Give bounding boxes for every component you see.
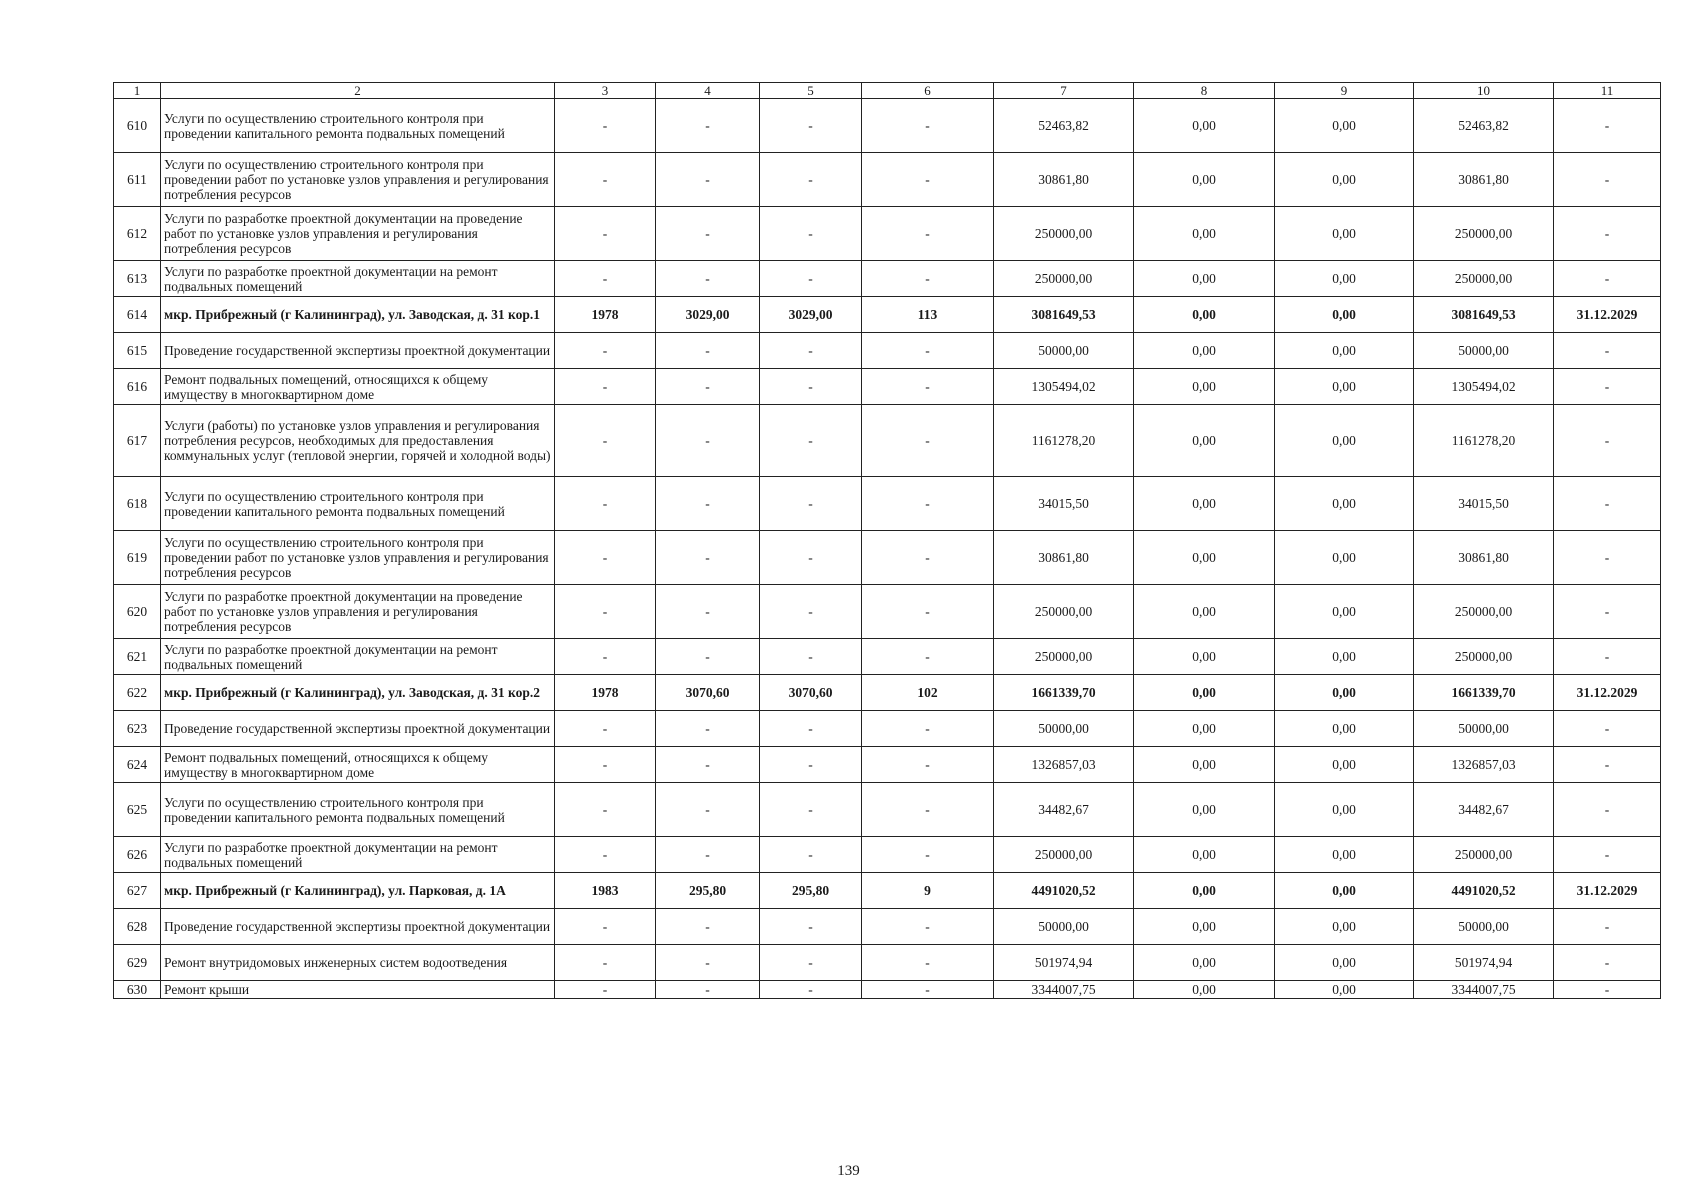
col-10-cell: 1661339,70: [1414, 675, 1554, 711]
col-4-cell: -: [656, 783, 760, 837]
col-3-cell: -: [555, 909, 656, 945]
work-description-cell: мкр. Прибрежный (г Калининград), ул. Заводская, д. 31 кор.1: [161, 297, 555, 333]
col-10-cell: 501974,94: [1414, 945, 1554, 981]
col-3-cell: -: [555, 207, 656, 261]
col-9-cell: 0,00: [1275, 675, 1414, 711]
work-description-cell: мкр. Прибрежный (г Калининград), ул. Парковая, д. 1А: [161, 873, 555, 909]
col-4-cell: -: [656, 747, 760, 783]
col-3-cell: -: [555, 405, 656, 477]
col-10-cell: 250000,00: [1414, 585, 1554, 639]
col-3-cell: -: [555, 945, 656, 981]
table-row: [114, 405, 1661, 477]
work-description-cell: Услуги по осуществлению строительного контроля при проведении работ по установке узлов управления и регулирования потребления ресурсов: [161, 153, 555, 207]
column-header: 4: [656, 83, 760, 99]
col-11-cell: -: [1554, 261, 1661, 297]
col-5-cell: -: [760, 531, 862, 585]
col-4-cell: -: [656, 369, 760, 405]
col-8-cell: 0,00: [1134, 909, 1275, 945]
col-10-cell: 50000,00: [1414, 909, 1554, 945]
col-7-cell: 50000,00: [994, 333, 1134, 369]
col-9-cell: 0,00: [1275, 369, 1414, 405]
col-11-cell: -: [1554, 333, 1661, 369]
col-11-cell: -: [1554, 909, 1661, 945]
table-row: [114, 99, 1661, 153]
col-9-cell: 0,00: [1275, 333, 1414, 369]
col-11-cell: -: [1554, 477, 1661, 531]
col-8-cell: 0,00: [1134, 405, 1275, 477]
col-10-cell: 1326857,03: [1414, 747, 1554, 783]
col-5-cell: 3070,60: [760, 675, 862, 711]
column-header: 3: [555, 83, 656, 99]
col-7-cell: 250000,00: [994, 639, 1134, 675]
column-header: 11: [1554, 83, 1661, 99]
col-4-cell: -: [656, 261, 760, 297]
col-5-cell: -: [760, 909, 862, 945]
row-number-cell: 627: [114, 873, 161, 909]
col-8-cell: 0,00: [1134, 153, 1275, 207]
column-header: 8: [1134, 83, 1275, 99]
col-11-cell: 31.12.2029: [1554, 297, 1661, 333]
row-number-cell: 615: [114, 333, 161, 369]
col-4-cell: 295,80: [656, 873, 760, 909]
col-10-cell: 30861,80: [1414, 531, 1554, 585]
col-4-cell: -: [656, 981, 760, 999]
col-10-cell: 34482,67: [1414, 783, 1554, 837]
work-description-cell: Ремонт внутридомовых инженерных систем водоотведения: [161, 945, 555, 981]
col-9-cell: 0,00: [1275, 153, 1414, 207]
col-7-cell: 4491020,52: [994, 873, 1134, 909]
col-9-cell: 0,00: [1275, 585, 1414, 639]
col-8-cell: 0,00: [1134, 99, 1275, 153]
table-row-address: [114, 675, 1661, 711]
col-9-cell: 0,00: [1275, 873, 1414, 909]
row-number-cell: 619: [114, 531, 161, 585]
col-4-cell: -: [656, 909, 760, 945]
col-3-cell: -: [555, 837, 656, 873]
col-10-cell: 1161278,20: [1414, 405, 1554, 477]
col-8-cell: 0,00: [1134, 297, 1275, 333]
column-number-row: [114, 83, 1661, 99]
col-3-cell: -: [555, 783, 656, 837]
col-10-cell: 34015,50: [1414, 477, 1554, 531]
col-7-cell: 1661339,70: [994, 675, 1134, 711]
col-5-cell: -: [760, 405, 862, 477]
col-5-cell: -: [760, 747, 862, 783]
col-4-cell: -: [656, 945, 760, 981]
col-4-cell: 3070,60: [656, 675, 760, 711]
col-11-cell: -: [1554, 945, 1661, 981]
col-3-cell: -: [555, 639, 656, 675]
col-11-cell: -: [1554, 207, 1661, 261]
col-6-cell: -: [862, 945, 994, 981]
col-8-cell: 0,00: [1134, 207, 1275, 261]
work-description-cell: Ремонт подвальных помещений, относящихся к общему имуществу в многоквартирном доме: [161, 369, 555, 405]
col-3-cell: 1978: [555, 297, 656, 333]
table-row: [114, 639, 1661, 675]
row-number-cell: 629: [114, 945, 161, 981]
col-3-cell: -: [555, 99, 656, 153]
col-7-cell: 250000,00: [994, 837, 1134, 873]
col-4-cell: -: [656, 405, 760, 477]
col-7-cell: 30861,80: [994, 531, 1134, 585]
col-5-cell: -: [760, 153, 862, 207]
col-6-cell: -: [862, 639, 994, 675]
col-10-cell: 30861,80: [1414, 153, 1554, 207]
col-8-cell: 0,00: [1134, 477, 1275, 531]
row-number-cell: 616: [114, 369, 161, 405]
table-row: [114, 333, 1661, 369]
col-5-cell: -: [760, 711, 862, 747]
col-3-cell: -: [555, 153, 656, 207]
col-5-cell: -: [760, 981, 862, 999]
col-11-cell: -: [1554, 99, 1661, 153]
col-8-cell: 0,00: [1134, 783, 1275, 837]
col-8-cell: 0,00: [1134, 639, 1275, 675]
col-5-cell: -: [760, 477, 862, 531]
document-sheet: [113, 82, 1660, 999]
row-number-cell: 614: [114, 297, 161, 333]
work-description-cell: мкр. Прибрежный (г Калининград), ул. Заводская, д. 31 кор.2: [161, 675, 555, 711]
col-4-cell: -: [656, 837, 760, 873]
row-number-cell: 613: [114, 261, 161, 297]
col-6-cell: -: [862, 909, 994, 945]
col-10-cell: 250000,00: [1414, 837, 1554, 873]
table-row: [114, 585, 1661, 639]
table-row: [114, 783, 1661, 837]
col-10-cell: 52463,82: [1414, 99, 1554, 153]
column-header: 7: [994, 83, 1134, 99]
work-description-cell: Проведение государственной экспертизы проектной документации: [161, 333, 555, 369]
row-number-cell: 626: [114, 837, 161, 873]
col-9-cell: 0,00: [1275, 207, 1414, 261]
col-7-cell: 3344007,75: [994, 981, 1134, 999]
col-11-cell: -: [1554, 747, 1661, 783]
page-number: 139: [837, 1163, 860, 1179]
col-6-cell: -: [862, 153, 994, 207]
col-7-cell: 1305494,02: [994, 369, 1134, 405]
col-4-cell: -: [656, 639, 760, 675]
col-8-cell: 0,00: [1134, 873, 1275, 909]
col-6-cell: -: [862, 783, 994, 837]
column-header: 6: [862, 83, 994, 99]
col-3-cell: 1983: [555, 873, 656, 909]
col-4-cell: 3029,00: [656, 297, 760, 333]
col-6-cell: 9: [862, 873, 994, 909]
col-5-cell: -: [760, 261, 862, 297]
col-9-cell: 0,00: [1275, 405, 1414, 477]
col-5-cell: -: [760, 369, 862, 405]
col-4-cell: -: [656, 333, 760, 369]
col-7-cell: 250000,00: [994, 585, 1134, 639]
col-6-cell: -: [862, 477, 994, 531]
table-row: [114, 981, 1661, 999]
row-number-cell: 625: [114, 783, 161, 837]
col-11-cell: -: [1554, 837, 1661, 873]
work-description-cell: Услуги по осуществлению строительного контроля при проведении капитального ремонта подвальных помещений: [161, 477, 555, 531]
table-row: [114, 837, 1661, 873]
col-5-cell: -: [760, 837, 862, 873]
col-6-cell: -: [862, 837, 994, 873]
col-10-cell: 250000,00: [1414, 207, 1554, 261]
table-row: [114, 531, 1661, 585]
col-3-cell: -: [555, 369, 656, 405]
col-4-cell: -: [656, 477, 760, 531]
work-description-cell: Услуги по осуществлению строительного контроля при проведении капитального ремонта подвальных помещений: [161, 783, 555, 837]
column-header: 10: [1414, 83, 1554, 99]
work-description-cell: Ремонт подвальных помещений, относящихся к общему имуществу в многоквартирном доме: [161, 747, 555, 783]
col-6-cell: -: [862, 531, 994, 585]
col-3-cell: -: [555, 711, 656, 747]
col-8-cell: 0,00: [1134, 945, 1275, 981]
row-number-cell: 612: [114, 207, 161, 261]
row-number-cell: 622: [114, 675, 161, 711]
col-9-cell: 0,00: [1275, 783, 1414, 837]
col-9-cell: 0,00: [1275, 261, 1414, 297]
col-7-cell: 250000,00: [994, 207, 1134, 261]
col-5-cell: -: [760, 783, 862, 837]
col-4-cell: -: [656, 99, 760, 153]
col-7-cell: 250000,00: [994, 261, 1134, 297]
row-number-cell: 617: [114, 405, 161, 477]
col-8-cell: 0,00: [1134, 531, 1275, 585]
col-5-cell: 3029,00: [760, 297, 862, 333]
col-8-cell: 0,00: [1134, 675, 1275, 711]
col-3-cell: -: [555, 333, 656, 369]
work-description-cell: Услуги по разработке проектной документации на ремонт подвальных помещений: [161, 837, 555, 873]
col-9-cell: 0,00: [1275, 297, 1414, 333]
col-7-cell: 3081649,53: [994, 297, 1134, 333]
col-11-cell: -: [1554, 711, 1661, 747]
row-number-cell: 610: [114, 99, 161, 153]
work-description-cell: Проведение государственной экспертизы проектной документации: [161, 711, 555, 747]
col-10-cell: 4491020,52: [1414, 873, 1554, 909]
col-6-cell: -: [862, 333, 994, 369]
col-11-cell: -: [1554, 585, 1661, 639]
work-description-cell: Услуги по разработке проектной документации на проведение работ по установке узлов управления и регулирования потребления ресурсов: [161, 207, 555, 261]
register-table: [113, 82, 1661, 999]
col-6-cell: -: [862, 747, 994, 783]
col-6-cell: -: [862, 711, 994, 747]
row-number-cell: 623: [114, 711, 161, 747]
col-10-cell: 50000,00: [1414, 711, 1554, 747]
col-9-cell: 0,00: [1275, 477, 1414, 531]
column-header: 1: [114, 83, 161, 99]
row-number-cell: 628: [114, 909, 161, 945]
col-8-cell: 0,00: [1134, 747, 1275, 783]
col-10-cell: 250000,00: [1414, 261, 1554, 297]
col-6-cell: -: [862, 981, 994, 999]
table-row: [114, 369, 1661, 405]
work-description-cell: Услуги по осуществлению строительного контроля при проведении капитального ремонта подвальных помещений: [161, 99, 555, 153]
col-7-cell: 34482,67: [994, 783, 1134, 837]
col-7-cell: 52463,82: [994, 99, 1134, 153]
col-6-cell: 102: [862, 675, 994, 711]
col-10-cell: 50000,00: [1414, 333, 1554, 369]
row-number-cell: 618: [114, 477, 161, 531]
work-description-cell: Услуги по осуществлению строительного контроля при проведении работ по установке узлов управления и регулирования потребления ресурсов: [161, 531, 555, 585]
col-4-cell: -: [656, 207, 760, 261]
row-number-cell: 611: [114, 153, 161, 207]
col-9-cell: 0,00: [1275, 945, 1414, 981]
table-row: [114, 945, 1661, 981]
col-5-cell: -: [760, 585, 862, 639]
col-6-cell: -: [862, 405, 994, 477]
col-11-cell: -: [1554, 783, 1661, 837]
row-number-cell: 620: [114, 585, 161, 639]
col-3-cell: -: [555, 981, 656, 999]
col-11-cell: -: [1554, 531, 1661, 585]
column-header: 5: [760, 83, 862, 99]
work-description-cell: Проведение государственной экспертизы проектной документации: [161, 909, 555, 945]
col-8-cell: 0,00: [1134, 369, 1275, 405]
col-11-cell: -: [1554, 153, 1661, 207]
col-8-cell: 0,00: [1134, 711, 1275, 747]
table-row: [114, 909, 1661, 945]
col-9-cell: 0,00: [1275, 531, 1414, 585]
col-9-cell: 0,00: [1275, 99, 1414, 153]
col-9-cell: 0,00: [1275, 981, 1414, 999]
col-11-cell: 31.12.2029: [1554, 675, 1661, 711]
col-4-cell: -: [656, 585, 760, 639]
col-9-cell: 0,00: [1275, 711, 1414, 747]
col-5-cell: -: [760, 99, 862, 153]
table-row: [114, 153, 1661, 207]
col-3-cell: -: [555, 477, 656, 531]
col-11-cell: -: [1554, 981, 1661, 999]
col-5-cell: -: [760, 945, 862, 981]
col-3-cell: -: [555, 531, 656, 585]
column-header: 2: [161, 83, 555, 99]
col-6-cell: -: [862, 207, 994, 261]
col-5-cell: -: [760, 207, 862, 261]
col-7-cell: 34015,50: [994, 477, 1134, 531]
col-10-cell: 250000,00: [1414, 639, 1554, 675]
row-number-cell: 630: [114, 981, 161, 999]
col-7-cell: 1326857,03: [994, 747, 1134, 783]
work-description-cell: Услуги по разработке проектной документации на проведение работ по установке узлов управления и регулирования потребления ресурсов: [161, 585, 555, 639]
col-8-cell: 0,00: [1134, 981, 1275, 999]
col-7-cell: 50000,00: [994, 909, 1134, 945]
col-7-cell: 501974,94: [994, 945, 1134, 981]
col-4-cell: -: [656, 531, 760, 585]
col-7-cell: 1161278,20: [994, 405, 1134, 477]
col-7-cell: 50000,00: [994, 711, 1134, 747]
work-description-cell: Услуги по разработке проектной документации на ремонт подвальных помещений: [161, 261, 555, 297]
col-8-cell: 0,00: [1134, 333, 1275, 369]
row-number-cell: 621: [114, 639, 161, 675]
work-description-cell: Услуги (работы) по установке узлов управления и регулирования потребления ресурсов, необходимых для предоставления коммунальных услуг (тепловой энергии, горячей и холодной воды): [161, 405, 555, 477]
col-9-cell: 0,00: [1275, 909, 1414, 945]
column-header: 9: [1275, 83, 1414, 99]
col-5-cell: -: [760, 639, 862, 675]
col-4-cell: -: [656, 711, 760, 747]
col-6-cell: -: [862, 99, 994, 153]
col-10-cell: 3081649,53: [1414, 297, 1554, 333]
col-10-cell: 1305494,02: [1414, 369, 1554, 405]
table-row: [114, 477, 1661, 531]
table-row: [114, 747, 1661, 783]
col-5-cell: -: [760, 333, 862, 369]
table-row: [114, 711, 1661, 747]
col-6-cell: 113: [862, 297, 994, 333]
table-row: [114, 261, 1661, 297]
col-8-cell: 0,00: [1134, 585, 1275, 639]
col-4-cell: -: [656, 153, 760, 207]
col-9-cell: 0,00: [1275, 837, 1414, 873]
row-number-cell: 624: [114, 747, 161, 783]
col-3-cell: -: [555, 585, 656, 639]
col-6-cell: -: [862, 261, 994, 297]
table-row-address: [114, 297, 1661, 333]
col-5-cell: 295,80: [760, 873, 862, 909]
col-11-cell: -: [1554, 405, 1661, 477]
col-6-cell: -: [862, 585, 994, 639]
col-9-cell: 0,00: [1275, 639, 1414, 675]
col-8-cell: 0,00: [1134, 837, 1275, 873]
table-row-address: [114, 873, 1661, 909]
work-description-cell: Ремонт крыши: [161, 981, 555, 999]
col-11-cell: 31.12.2029: [1554, 873, 1661, 909]
col-8-cell: 0,00: [1134, 261, 1275, 297]
col-7-cell: 30861,80: [994, 153, 1134, 207]
col-3-cell: -: [555, 261, 656, 297]
col-11-cell: -: [1554, 639, 1661, 675]
col-10-cell: 3344007,75: [1414, 981, 1554, 999]
col-3-cell: -: [555, 747, 656, 783]
col-11-cell: -: [1554, 369, 1661, 405]
table-row: [114, 207, 1661, 261]
work-description-cell: Услуги по разработке проектной документации на ремонт подвальных помещений: [161, 639, 555, 675]
col-6-cell: -: [862, 369, 994, 405]
col-3-cell: 1978: [555, 675, 656, 711]
col-9-cell: 0,00: [1275, 747, 1414, 783]
